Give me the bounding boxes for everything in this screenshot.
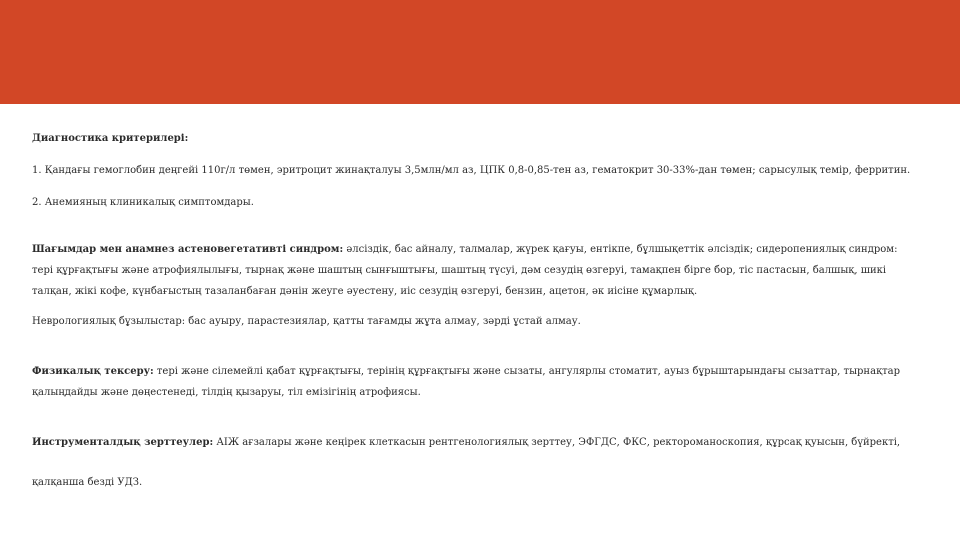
thyroid-line: қалқанша безді УДЗ. [32,477,143,488]
criteria-heading: Диагностика критерилері: [32,133,189,144]
complaints-text: әлсіздік, бас айналу, талмалар, жүрек қағуы, ентікпе, бұлшықеттік әлсіздік; сидеропениялық синдром: тері құрғақтығы және атрофиялылығы, тырнақ және шаштың сынғыштығы, шаштың түсуі, дәм сезудің өзгеруі, тамақпен бірге бор, тіс пастасын, балшық, шикі талқан, жікі кофе, күнбағыстың тазаланбаған дәнін жеуге әуестену, иіс сезудің өзгеруі, бензин, ацетон, әк иісіне құмарлық. [32,244,898,297]
physical-exam-text: тері және сілемейлі қабат құрғақтығы, терінің құрғақтығы және сызаты, ангулярлы стоматит, ауыз бұрыштарындағы сызаттар, тырнақтар қалыңдайды және дөңестенеді, тілдің қызаруы, тіл емізігінің атрофиясы. [32,366,901,398]
complaints-label: Шағымдар мен анамнез астеновегетативті синдром: [32,244,344,255]
slide-body [32,128,912,493]
instrumental-paragraph [32,432,912,453]
criteria-item-2: 2. Анемияның клиникалық симптомдары. [32,197,254,208]
criteria-item-1: 1. Қандағы гемоглобин деңгейі 110г/л төмен, эритроцит жинақталуы 3,5млн/мл аз, ЦПК 0,8-0,85-тен аз, гематокрит 30-33%-дан төмен; сарысулық темір, ферритин. [32,165,911,176]
physical-exam-paragraph [32,361,912,403]
neuro-disorders-line: Неврологиялық бұзылыстар: бас ауыру, парастезиялар, қатты тағамды жұта алмау, зәрді ұстай алмау. [32,316,581,327]
physical-exam-label: Физикалық тексеру: [32,366,154,377]
title-banner [0,0,960,104]
complaints-paragraph [32,239,912,302]
instrumental-label: Инструменталдық зерттеулер: [32,437,214,448]
instrumental-text: АІЖ ағзалары және кеңірек клеткасын рентгенологиялық зерттеу, ЭФГДС, ФКС, ректороманоскопия, құрсақ қуысын, бүйректі, [213,437,901,448]
